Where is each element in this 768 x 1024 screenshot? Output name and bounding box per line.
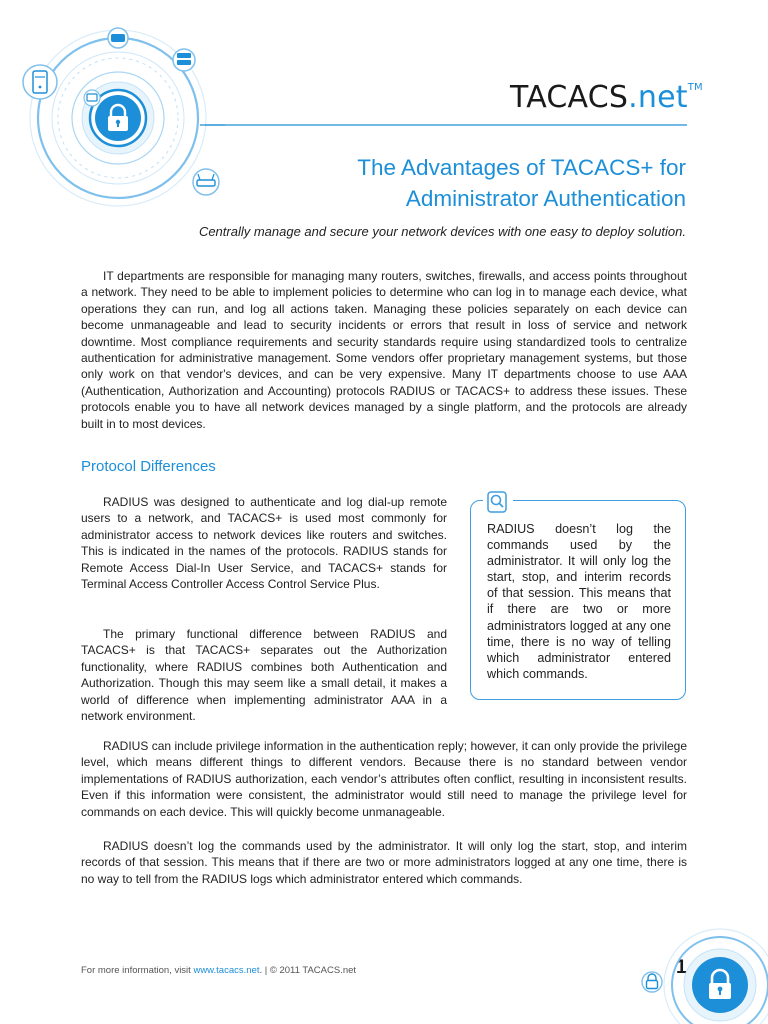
protocol-paragraph-3-text: RADIUS can include privilege information in the authentication reply; however, it can only provide the privilege level, which means different things to different vendors. Because there is no standard between vendor implementations of RADIUS authorization, each vendor’s attributes often conflict, resulting in inconsistent results. Even if this information were consistent, the administrator would still need to manage the privilege level for commands on each device. This will quickly become unmanageable. xyxy=(81,739,687,819)
callout-box xyxy=(470,500,686,700)
protocol-paragraph-4 xyxy=(81,838,687,887)
title-line-1: The Advantages of TACACS+ for xyxy=(357,155,686,180)
footer-suffix: . | © 2011 TACACS.net xyxy=(259,965,357,976)
section-heading: Protocol Differences xyxy=(81,458,216,475)
protocol-paragraph-1-text: RADIUS was designed to authenticate and log dial-up remote users to a network, and TACACS+ is used most commonly for administrator access to network devices like routers and switches. This is indicated in the names of the protocols. RADIUS stands for Remote Access Dial-In User Service, and TACACS+ stands for Terminal Access Controller Access Control Service Plus. xyxy=(81,495,447,592)
callout-text: RADIUS doesn’t log the commands used by the administrator. It will only log the start, stop, and interim records of that session. This means that if there are two or more administrators logged at any one time, there is no way of telling which administrator entered which commands. xyxy=(487,522,671,681)
logo-main: TACACS xyxy=(510,80,629,115)
magnifier-icon xyxy=(483,489,513,515)
logo-trademark: TM xyxy=(687,82,703,93)
footer-info xyxy=(81,965,356,976)
protocol-paragraph-4-text: RADIUS doesn’t log the commands used by the administrator. It will only log the start, stop, and interim records of that session. This means that if there are two or more administrators logged at any one time, there is no way to tell from the RADIUS logs which administrator entered which commands. xyxy=(81,839,687,886)
intro-paragraph xyxy=(81,268,687,432)
title-line-2: Administrator Authentication xyxy=(405,186,686,211)
protocol-paragraph-2 xyxy=(81,626,447,724)
page-subtitle: Centrally manage and secure your network devices with one easy to deploy solution. xyxy=(198,224,686,239)
protocol-paragraph-1 xyxy=(81,494,447,592)
header-rule xyxy=(0,123,768,127)
footer-prefix: For more information, visit xyxy=(81,965,194,976)
page-number: 1 xyxy=(676,957,687,978)
protocol-paragraph-2-text: The primary functional difference between RADIUS and TACACS+ is that TACACS+ separates out the Authorization functionality, where RADIUS combines both Authentication and Authorization. Though this may seem like a small detail, it makes a world of difference when implementing administrator AAA in a network environment. xyxy=(81,627,447,724)
page-title xyxy=(166,152,686,214)
logo-accent: .net xyxy=(628,80,688,115)
tacacs-logo xyxy=(510,80,703,115)
intro-text: IT departments are responsible for managing many routers, switches, firewalls, and access points throughout a network. They need to be able to implement policies to determine who can log in to manage each device, what operations they can run, and log all actions taken. Managing these policies separately on each device can become unmanageable and lead to security incidents or errors that result in loss of service and network downtime. Most compliance requirements and security standards require using standardized tools to centralize authentication for administrative management. Some vendors offer proprietary management systems, but those only work on that vendor's devices, and can be very expensive. Many IT departments choose to use AAA (Authentication, Authorization and Accounting) protocols RADIUS or TACACS+ to address these issues. These protocols enable you to have all network devices managed by a single platform, and the protocols are already built in to most devices. xyxy=(81,269,687,431)
protocol-paragraph-3 xyxy=(81,738,687,820)
footer-lock-illustration xyxy=(620,925,768,1024)
footer-website-link[interactable]: www.tacacs.net xyxy=(193,965,260,976)
